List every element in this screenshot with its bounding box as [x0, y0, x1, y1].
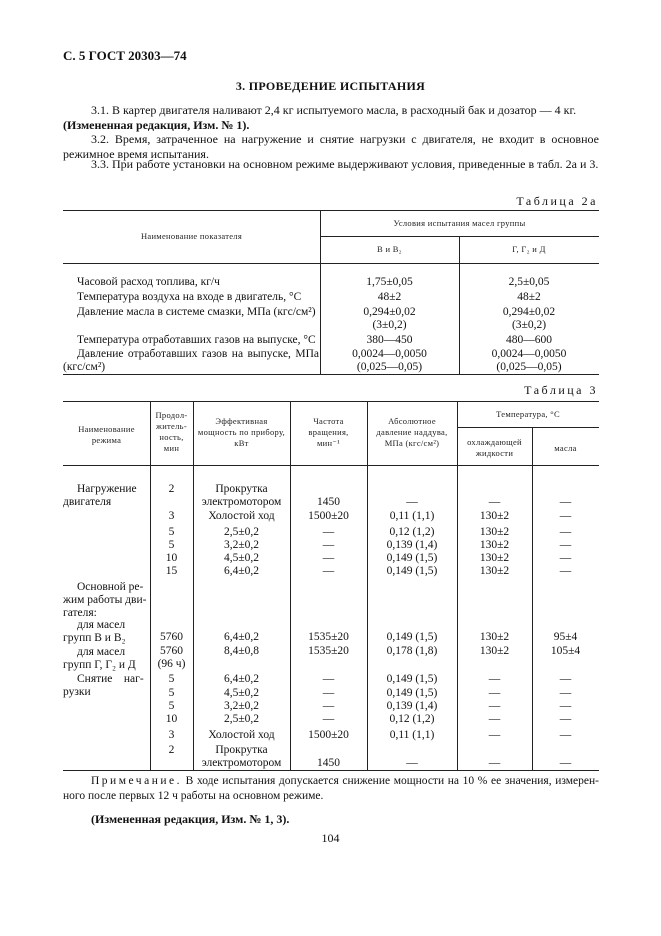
table-3-cell-pres: 0,149 (1,5) [386, 631, 438, 643]
table-3-cell-pres: — [406, 496, 418, 508]
mode-label: рузки [63, 686, 91, 698]
table-3-cell-freq: — [322, 687, 335, 699]
table-3-cell-oil: — [559, 510, 572, 522]
table-3-header-pressure: Абсолютное давление наддува, МПа (кгс/см²) [376, 416, 448, 448]
document-header: С. 5 ГОСТ 20303—74 [63, 48, 187, 63]
table-3-cell-freq: 1535±20 [308, 645, 349, 657]
mode-label: двигателя [63, 496, 112, 508]
table-3-cell-cool: 130±2 [479, 539, 510, 551]
table-3-cell-oil: 105±4 [550, 645, 581, 657]
table-3-cell-pres: 0,149 (1,5) [386, 687, 438, 699]
table-3-cell-freq: — [322, 565, 335, 577]
mode-label: для масел [77, 646, 126, 658]
table-3-cell-oil: — [559, 700, 572, 712]
table-3-cell-dur: 5 [168, 526, 175, 538]
final-edit: (Измененная редакция, Изм. № 1, 3). [91, 812, 290, 826]
table-2a-row-name-cont: (кгс/см²) [63, 361, 106, 373]
table-3-cell-oil: — [559, 687, 572, 699]
table-3-cell-power: 4,5±0,2 [223, 552, 260, 564]
table-3-cell-freq: — [322, 700, 335, 712]
table-2a-cell: 0,294±0,02 [502, 306, 556, 318]
table-3-cell-cool: 130±2 [479, 631, 510, 643]
table-3-cell-cool: — [488, 729, 501, 741]
section-title: 3. ПРОВЕДЕНИЕ ИСПЫТАНИЯ [235, 79, 426, 93]
table-3-cell-dur: 3 [168, 510, 175, 522]
table-3-cell-cool: 130±2 [479, 565, 510, 577]
table-3-cell-power: 8,4±0,8 [223, 645, 260, 657]
table-3-cell-freq: — [322, 526, 335, 538]
table-3-cell-power: 6,4±0,2 [223, 631, 260, 643]
table-2a-cell: (3±0,2) [511, 319, 547, 331]
table-2a-row-name: Давление отработавших газов на выпуске, МПа [77, 348, 319, 360]
table-2a-cell: 0,0024—0,0050 [491, 348, 567, 360]
table-3-cell-power: Холостой ход [208, 729, 275, 741]
table-3-cell-power: 6,4±0,2 [223, 673, 260, 685]
mode-label: Основной ре- [77, 581, 144, 593]
note-text: В ходе испытания допускается снижение мощности на 10 % ее значения, измерен-ного после первых 12 ч работы на основном режиме. [63, 775, 599, 802]
page-number: 104 [321, 831, 340, 845]
table-3-cell-power: Прокрутка [215, 483, 268, 495]
table-3-cell-pres: 0,12 (1,2) [389, 713, 435, 725]
table-3-cell-pres: 0,149 (1,5) [386, 552, 438, 564]
paragraph-3-3: 3.3. При работе установки на основном режиме выдерживают условия, приведенные в табл. 2а и 3. [91, 157, 599, 171]
table-3-cell-dur: 5 [168, 700, 175, 712]
table-3-cell-dur: 3 [168, 729, 175, 741]
table-3-cell-freq: 1500±20 [308, 510, 349, 522]
table-3-cell-power: электромотором [201, 757, 282, 769]
table-3-cell-dur: 5 [168, 673, 175, 685]
table-2a-cell: 48±2 [517, 291, 541, 303]
table-3-cell-cool: — [488, 673, 501, 685]
table-3-cell-pres: 0,11 (1,1) [389, 510, 435, 522]
table-3-cell-dur: 2 [168, 483, 175, 495]
table-3-cell-oil: — [559, 526, 572, 538]
table-2a-row-name: Давление масла в системе смазки, МПа (кгс/см²) [77, 306, 316, 318]
table-3-cell-oil: — [559, 729, 572, 741]
table-3-cell-pres: 0,149 (1,5) [386, 565, 438, 577]
table-3-cell-freq: 1535±20 [308, 631, 349, 643]
table-3-cell-power: Прокрутка [215, 744, 268, 756]
table-3-cell-pres: — [406, 757, 418, 769]
table-2a-cell: 1,75±0,05 [366, 276, 413, 288]
table-3-cell-pres: 0,11 (1,1) [389, 729, 435, 741]
table-3-cell-dur: 15 [165, 565, 178, 577]
table-3-cell-oil: — [559, 757, 572, 769]
table-2a-cell: 380—450 [366, 334, 413, 346]
table-3-cell-dur: 5 [168, 539, 175, 551]
table-2a-label: Таблица 2а [516, 194, 598, 208]
table-3-cell-freq: — [322, 539, 335, 551]
mode-label: Нагружение [77, 483, 137, 495]
table-2a-cell: (0,025—0,05) [496, 361, 562, 373]
table-3-cell-cool: 130±2 [479, 645, 510, 657]
table-3-cell-dur: 5760 [160, 631, 183, 643]
mode-label: гателя: [63, 607, 97, 619]
table-3-cell-freq: 1450 [317, 496, 340, 508]
table-3-cell-oil: — [559, 552, 572, 564]
table-3-cell-oil: — [559, 496, 572, 508]
table-3-label: Таблица 3 [524, 383, 598, 397]
table-2a-row-name: Температура воздуха на входе в двигатель, °С [77, 291, 302, 303]
table-3-cell-dur: 2 [168, 744, 175, 756]
table-3-cell-dur: 10 [165, 552, 178, 564]
table-2a-cell: 2,5±0,05 [508, 276, 550, 288]
mode-label: групп Г, Г₂ и Д [63, 659, 136, 671]
table-2a-header-group: Условия испытания масел группы [393, 218, 526, 228]
table-3-cell-power: электромотором [201, 496, 282, 508]
table-3-cell-freq: — [322, 673, 335, 685]
table-3-cell-cool: — [488, 700, 501, 712]
table-2a-cell: (0,025—0,05) [356, 361, 423, 373]
table-3-cell-power: 3,2±0,2 [223, 539, 260, 551]
paragraph-3-1-text: 3.1. В картер двигателя наливают 2,4 кг испытуемого масла, в расходный бак и дозатор — 4 кг. [91, 103, 577, 117]
table-3-cell-pres: 0,149 (1,5) [386, 673, 438, 685]
table-3-cell-cool: — [488, 496, 501, 508]
paragraph-3-1-edit: (Измененная редакция, Изм. № 1). [63, 118, 250, 132]
table-2a-cell: 480—600 [506, 334, 552, 346]
table-3-header-duration: Продол- житель- ность, мин [155, 410, 188, 453]
table-3-cell-oil: — [559, 565, 572, 577]
table-3-cell-freq: 1500±20 [308, 729, 349, 741]
mode-label: Снятие наг- [77, 673, 144, 685]
table-3-cell-pres: 0,178 (1,8) [386, 645, 438, 657]
table-2a-cell: 0,294±0,02 [363, 306, 416, 318]
table-3-cell-cool: — [488, 687, 501, 699]
table-3-header-power: Эффективная мощность по прибору, кВт [197, 416, 286, 448]
table-3-cell-cool: — [488, 713, 501, 725]
mode-label: для масел [77, 619, 126, 631]
table-3-cell-freq: 1450 [317, 757, 340, 769]
table-2a-header-param: Наименование показателя [140, 231, 243, 241]
table-3-cell-power: 4,5±0,2 [223, 687, 260, 699]
table-3-cell-cool: 130±2 [479, 552, 510, 564]
paragraph-3-2: 3.2. Время, затраченное на нагружение и снятие нагрузки с двигателя, не входит в основное режимное время испытания. [63, 132, 599, 161]
table-3-header-oil: масла [554, 443, 577, 453]
table-3-cell-pres: 0,139 (1,4) [386, 539, 438, 551]
mode-label: жим работы дви- [63, 594, 147, 606]
mode-label: групп В и В₂ [63, 632, 126, 644]
table-2a-cell: 48±2 [377, 291, 402, 303]
table-3-cell-pres: 0,139 (1,4) [386, 700, 438, 712]
table-3-cell-oil: — [559, 673, 572, 685]
table-3-cell-cool: 130±2 [479, 526, 510, 538]
paragraph-3-1 [63, 103, 599, 133]
table-2a-row-name: Температура отработавших газов на выпуске, °С [77, 334, 316, 346]
table-3-header-temperature: Температура, °С [496, 409, 560, 419]
table-3-cell-cool: — [488, 757, 501, 769]
table-3-cell-power: 3,2±0,2 [223, 700, 260, 712]
table-3-cell-dur: 10 [165, 713, 178, 725]
note-label: Примечание. [91, 775, 182, 787]
table-2a-cell: 0,0024—0,0050 [352, 348, 427, 360]
table-3-cell-oil: 95±4 [553, 631, 578, 643]
table-3-cell-oil: — [559, 713, 572, 725]
table-3-cell-freq: — [322, 552, 335, 564]
table-3-cell-freq: — [322, 713, 335, 725]
table-3-cell-power: Холостой ход [208, 510, 275, 522]
table-3-cell-oil: — [559, 539, 572, 551]
table-3-header-mode: Наименование режима [78, 424, 135, 445]
table-3-cell-power: 2,5±0,2 [223, 713, 260, 725]
table-3-cell-power: 6,4±0,2 [223, 565, 260, 577]
table-3-cell-dur: (96 ч) [157, 658, 186, 670]
table-2a-header-g2: Г, Г₂ и Д [512, 244, 546, 254]
table-3-cell-pres: 0,12 (1,2) [389, 526, 435, 538]
table-3-cell-power: 2,5±0,2 [223, 526, 260, 538]
table-3-cell-dur: 5 [168, 687, 175, 699]
note [63, 774, 599, 804]
table-2a-row-name: Часовой расход топлива, кг/ч [77, 276, 220, 288]
table-3-cell-dur: 5760 [160, 645, 183, 657]
table-3-header-frequency: Частота вращения, мин⁻¹ [308, 416, 349, 448]
table-3-header-coolant: охлаждающей жидкости [467, 437, 522, 458]
table-2a-cell: (3±0,2) [372, 319, 407, 331]
table-2a-header-g1: В и В₂ [377, 244, 402, 254]
table-3-cell-cool: 130±2 [479, 510, 510, 522]
